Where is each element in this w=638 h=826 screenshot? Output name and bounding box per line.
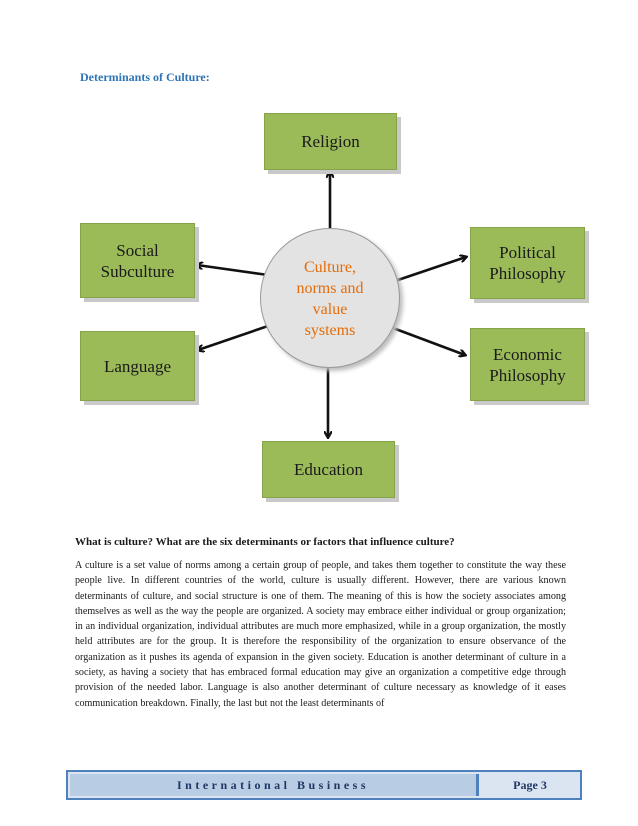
node-political-philosophy: Political Philosophy <box>470 227 585 299</box>
footer-title: International Business <box>70 774 479 796</box>
section-heading: Determinants of Culture: <box>80 70 210 84</box>
arrow-to-economic-philosophy <box>393 328 465 355</box>
center-node-culture: Culture, norms and value systems <box>260 228 400 368</box>
page-footer <box>66 770 582 800</box>
node-education: Education <box>262 441 395 498</box>
node-social-subculture: Social Subculture <box>80 223 195 298</box>
arrow-to-language <box>198 326 268 350</box>
body-paragraph: A culture is a set value of norms among a certain group of people, and takes them together to constitute the way these people live. In different countries of the world, culture is usually different. However, there are various known determinants of culture, and social structure is one of them. The meaning of this is how the society associates among themselves as well as the way the people are organized. A society may embrace either individual or group organization; in an individual organization, individual attributes are much more emphasized, while in a group organization, the mostly held attributes are for the group. It is therefore the responsibility of the organization to ensure observance of the organization as it pushes its agenda of expansion in the given society. Education is another determinant of culture in a society, as having a society that has embraced formal education may give an organization a competitive edge through provision of the needed labor. Language is also another determinant of culture necessary as knowledge of it eases communication breakdown. Finally, the last but not the least determinants of <box>75 560 566 709</box>
node-language: Language <box>80 331 195 401</box>
node-economic-philosophy: Economic Philosophy <box>470 328 585 401</box>
page-number: Page 3 <box>482 774 578 796</box>
arrow-to-social-subculture <box>197 265 268 275</box>
node-religion: Religion <box>264 113 397 170</box>
arrow-to-political-philosophy <box>395 257 466 281</box>
question-heading: What is culture? What are the six determinants or factors that influence culture? <box>75 536 455 548</box>
